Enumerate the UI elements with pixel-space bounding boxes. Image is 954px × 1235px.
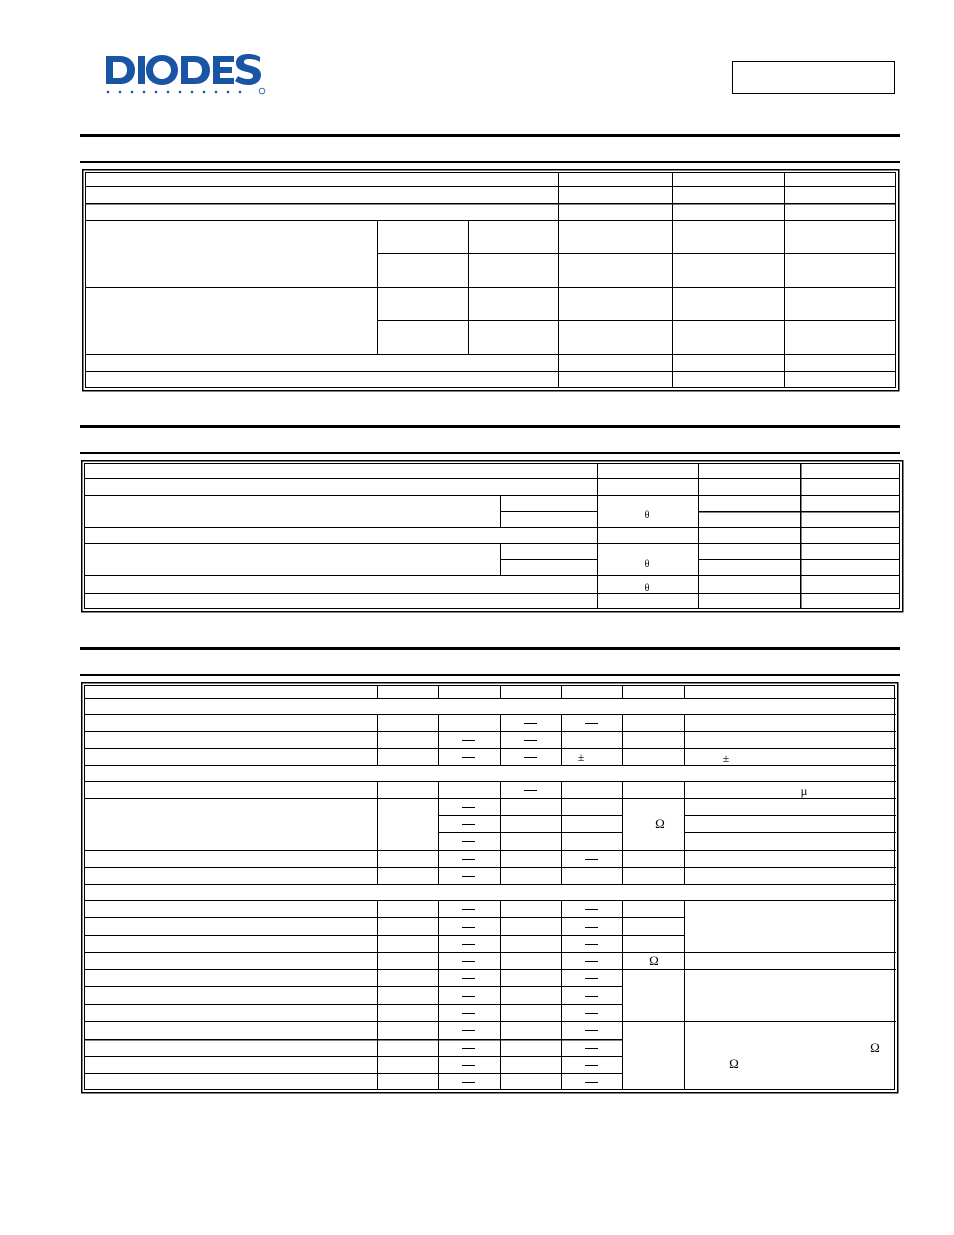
theta-symbol: θ bbox=[644, 583, 650, 594]
omega-symbol: Ω bbox=[870, 1040, 880, 1055]
dash-marks bbox=[462, 724, 598, 1083]
omega-symbol: Ω bbox=[655, 816, 665, 831]
plus-minus-symbol: ± bbox=[577, 750, 585, 764]
omega-symbol: Ω bbox=[729, 1056, 739, 1071]
micro-symbol: µ bbox=[800, 784, 808, 798]
table-electrical-grid bbox=[82, 683, 898, 1093]
theta-symbol: θ bbox=[644, 559, 650, 570]
theta-symbol: θ bbox=[644, 510, 650, 521]
table-ratings-grid bbox=[83, 170, 899, 391]
table-thermal-grid bbox=[82, 461, 903, 612]
omega-symbol: Ω bbox=[649, 953, 659, 968]
plus-minus-symbol: ± bbox=[722, 751, 730, 765]
